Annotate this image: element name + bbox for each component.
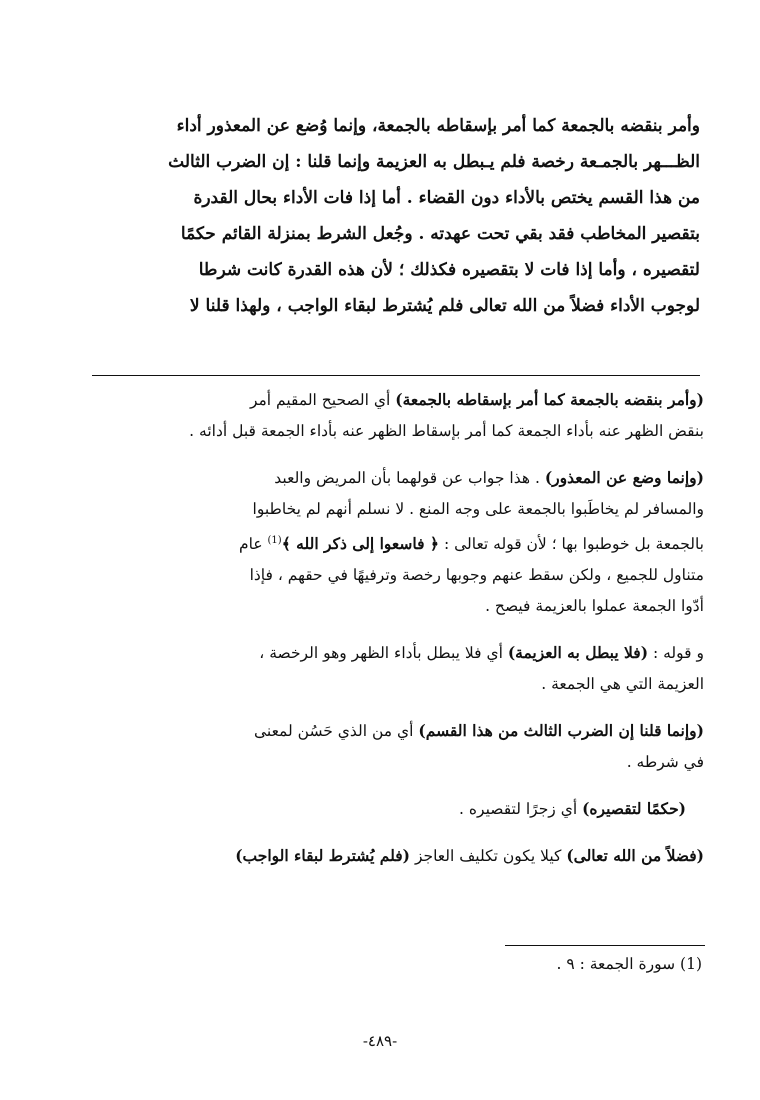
main-text-line: من هذا القسم يختص بالأداء دون القضاء . أما إذا فات الأداء بحال القدرة [193,188,700,208]
main-text-line: لتقصيره ، وأما إذا فات لا بتقصيره فكذلك ؛ لأن هذه القدرة كانت شرطا [198,260,700,280]
commentary-line: أدّوا الجمعة عملوا بالعزيمة فيصح . [485,597,704,616]
footnote-ref: (1) [267,535,282,546]
main-text [94,108,700,324]
page-number: -٤٨٩- [362,1032,398,1050]
commentary [92,384,704,887]
quoted-phrase: (فلم يُشترط لبقاء الواجب) [235,846,411,866]
commentary-line: والمسافر لم يخاطَبوا بالجمعة على وجه المنع . لا نسلم أنهم لم يخاطبوا [252,500,704,518]
quoted-phrase: (وإنما قلنا إن الضرب الثالث من هذا القسم) [418,721,704,741]
commentary-text: أي الصحيح المقيم أمر [249,391,396,409]
footnote-text: سورة الجمعة : ٩ . [556,955,676,973]
commentary-text: عام [239,535,268,554]
text-divider [92,375,700,376]
commentary-paragraph [92,637,704,700]
quoted-phrase: (فلا يبطل به العزيمة) [507,643,649,663]
main-text-line: لوجوب الأداء فضلاً من الله تعالى فلم يُشترط لبقاء الواجب ، ولهذا قلنا لا [189,296,700,316]
commentary-line: في شرطه . [626,753,704,772]
quoted-phrase: (وأمر بنقضه بالجمعة كما أمر بإسقاطه بالجمعة) [395,390,704,409]
commentary-line [92,793,686,825]
footnote-divider [505,945,705,946]
commentary-text: أي فلا يبطل بأداء الظهر وهو الرخصة ، [259,644,508,663]
commentary-text: أي من الذي حَسُن لمعنى [253,722,419,741]
commentary-text: أي زجرًا لتقصيره . [459,800,583,819]
commentary-line [92,840,704,872]
commentary-line [92,384,704,416]
commentary-paragraph [92,384,704,447]
quoted-phrase: (حكمًا لتقصيره) [582,799,686,819]
footnote-number: (1) [680,955,702,973]
quran-quote: ﴿ فاسعوا إلى ذكر الله ﴾ [281,534,440,554]
commentary-text: كيلا يكون تكليف العاجز [410,847,567,866]
commentary-line [92,525,704,560]
commentary-paragraph [92,715,704,778]
commentary-line [92,715,704,747]
commentary-paragraph [92,840,704,872]
commentary-line [92,637,704,669]
commentary-line: متناول للجميع ، ولكن سقط عنهم وجوبها رخصة وترفيهًا في حقهم ، فإذا [249,566,704,585]
commentary-text: بالجمعة بل خوطبوا بها ؛ لأن قوله تعالى : [439,535,704,554]
commentary-line [92,462,704,494]
commentary-line: العزيمة التي هي الجمعة . [541,675,704,694]
quoted-phrase: (وإنما وضع عن المعذور) [544,468,704,487]
main-text-line: الظـــهر بالجمـعة رخصة فلم يـبطل به العزيمة وإنما قلنا : إن الضرب الثالث [168,152,700,172]
commentary-text: . هذا جواب عن قولهما بأن المريض والعبد [274,469,545,487]
footnote [556,950,702,978]
commentary-line: بنقض الظهر عنه بأداء الجمعة كما أمر بإسقاط الظهر عنه بأداء الجمعة قبل أدائه . [189,422,704,440]
commentary-paragraph [92,793,704,825]
main-text-line: بتقصير المخاطب فقد بقي تحت عهدته . وجُعل الشرط بمنزلة القائم حكمًا [180,224,700,244]
commentary-text: و قوله : [648,644,704,663]
main-text-line: وأمر بنقضه بالجمعة كما أمر بإسقاطه بالجمعة، وإنما وُضع عن المعذور أداء [176,116,700,136]
commentary-paragraph [92,462,704,622]
quoted-phrase: (فضلاً من الله تعالى) [566,846,704,866]
